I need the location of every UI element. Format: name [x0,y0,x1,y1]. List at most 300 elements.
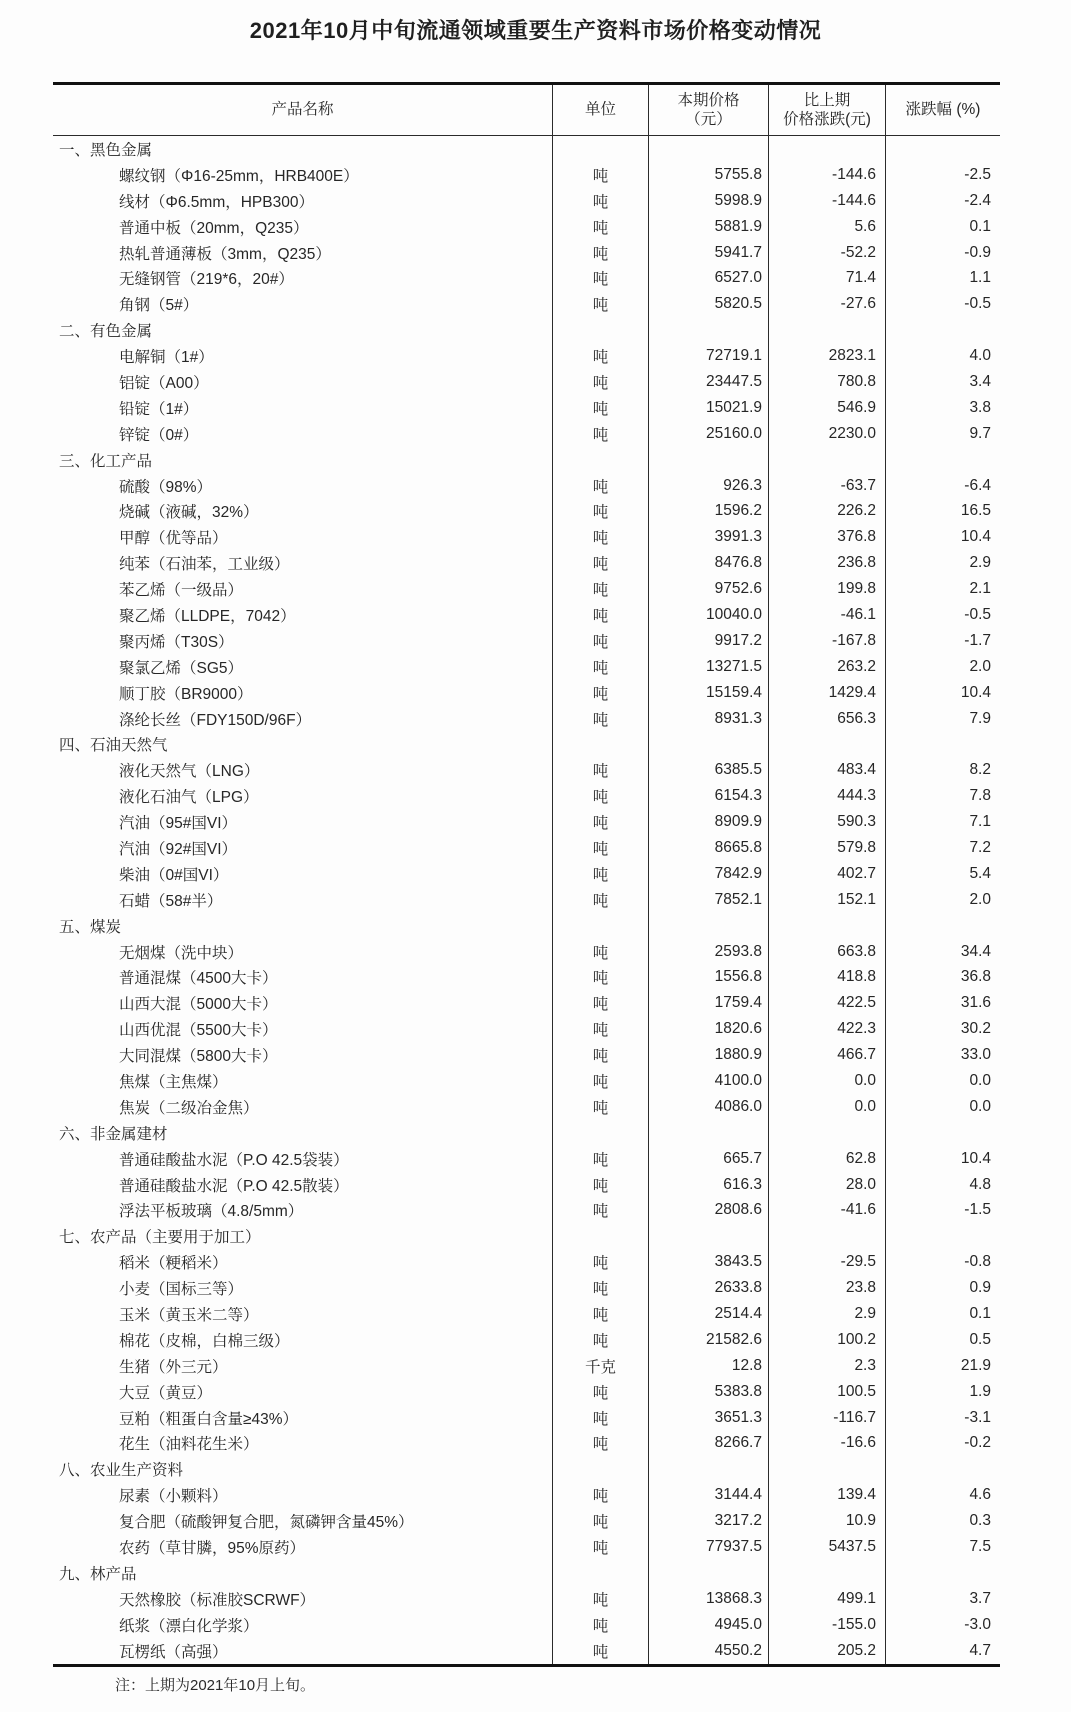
product-row [53,757,1000,783]
change-cell: -27.6 [768,291,885,317]
product-row [53,473,1000,499]
change-cell: -63.7 [768,473,885,499]
price-cell: 15159.4 [648,680,768,706]
pct-cell: -6.4 [885,473,1000,499]
unit-cell: 吨 [552,1638,648,1664]
change-cell: -16.6 [768,1431,885,1457]
unit-cell: 吨 [552,162,648,188]
unit-cell: 吨 [552,654,648,680]
price-cell: 1556.8 [648,965,768,991]
pct-cell: 0.0 [885,1068,1000,1094]
empty-cell [648,1560,768,1586]
change-cell: 499.1 [768,1586,885,1612]
product-name-cell: 普通混煤（4500大卡） [119,970,278,988]
product-row [53,265,1000,291]
header-price-change-line1: 比上期 [803,91,851,109]
price-cell: 7842.9 [648,861,768,887]
pct-cell: 9.7 [885,421,1000,447]
pct-cell: -0.5 [885,602,1000,628]
product-row [53,1638,1000,1664]
empty-cell [885,317,1000,343]
unit-cell: 吨 [552,757,648,783]
empty-cell [648,1223,768,1249]
product-name-cell: 无烟煤（洗中块） [119,944,244,962]
product-row [53,602,1000,628]
unit-cell: 吨 [552,1612,648,1638]
pct-cell: 2.9 [885,550,1000,576]
product-row [53,1275,1000,1301]
unit-cell: 吨 [552,783,648,809]
unit-cell: 吨 [552,809,648,835]
product-name-cell: 棉花（皮棉，白棉三级） [119,1332,290,1350]
empty-cell [552,1560,648,1586]
price-cell: 4086.0 [648,1094,768,1120]
price-cell: 13271.5 [648,654,768,680]
unit-cell: 吨 [552,680,648,706]
product-name-cell: 液化石油气（LPG） [119,789,259,807]
section-row [53,1223,1000,1249]
product-row [53,291,1000,317]
pct-cell: 33.0 [885,1042,1000,1068]
change-cell: -167.8 [768,628,885,654]
unit-cell: 吨 [552,188,648,214]
pct-cell: 10.4 [885,524,1000,550]
pct-cell: 2.0 [885,654,1000,680]
section-row [53,447,1000,473]
price-cell: 2808.6 [648,1198,768,1224]
product-name-cell: 汽油（92#国VI） [119,840,238,858]
header-price-change [768,85,885,135]
product-name-cell: 液化天然气（LNG） [119,763,260,781]
unit-cell: 吨 [552,1405,648,1431]
empty-cell [885,447,1000,473]
product-row [53,421,1000,447]
price-cell: 9917.2 [648,628,768,654]
pct-cell: 7.9 [885,706,1000,732]
header-price-change-line2: 价格涨跌(元) [783,111,871,128]
product-name-cell: 角钢（5#） [119,297,199,315]
product-name-cell: 石蜡（58#半） [119,892,223,910]
empty-cell [552,1456,648,1482]
empty-cell [768,447,885,473]
price-cell: 8931.3 [648,706,768,732]
unit-cell: 吨 [552,1508,648,1534]
unit-cell: 吨 [552,602,648,628]
product-row [53,369,1000,395]
product-name-cell: 天然橡胶（标准胶SCRWF） [119,1591,316,1609]
product-row [53,576,1000,602]
section-label-cell: 二、有色金属 [59,323,153,341]
product-row [53,809,1000,835]
change-cell: -46.1 [768,602,885,628]
unit-cell: 吨 [552,550,648,576]
product-row [53,1431,1000,1457]
unit-cell: 千克 [552,1353,648,1379]
change-cell: 226.2 [768,498,885,524]
pct-cell: 0.9 [885,1275,1000,1301]
price-cell: 6154.3 [648,783,768,809]
pct-cell: 4.8 [885,1172,1000,1198]
product-name-cell: 普通中板（20mm，Q235） [119,219,309,237]
change-cell: 100.2 [768,1327,885,1353]
product-name-cell: 纸浆（漂白化学浆） [119,1617,259,1635]
unit-cell: 吨 [552,1275,648,1301]
change-cell: 263.2 [768,654,885,680]
pct-cell: 2.1 [885,576,1000,602]
unit-cell: 吨 [552,498,648,524]
product-row [53,498,1000,524]
pct-cell: 3.7 [885,1586,1000,1612]
product-name-cell: 无缝钢管（219*6，20#） [119,271,294,289]
product-row [53,1016,1000,1042]
product-name-cell: 铅锭（1#） [119,400,199,418]
unit-cell: 吨 [552,990,648,1016]
empty-cell [885,1456,1000,1482]
section-label-cell: 七、农产品（主要用于加工） [59,1229,261,1247]
price-table [53,82,1000,1667]
pct-cell: -3.1 [885,1405,1000,1431]
pct-cell: 4.7 [885,1638,1000,1664]
unit-cell: 吨 [552,1146,648,1172]
change-cell: 663.8 [768,939,885,965]
empty-cell [885,136,1000,162]
pct-cell: 1.9 [885,1379,1000,1405]
empty-cell [768,1456,885,1482]
product-name-cell: 大同混煤（5800大卡） [119,1048,278,1066]
change-cell: 444.3 [768,783,885,809]
product-name-cell: 尿素（小颗料） [119,1488,228,1506]
empty-cell [648,447,768,473]
empty-cell [648,136,768,162]
change-cell: 1429.4 [768,680,885,706]
product-name-cell: 锌锭（0#） [119,426,199,444]
price-cell: 1820.6 [648,1016,768,1042]
price-cell: 3217.2 [648,1508,768,1534]
change-cell: -144.6 [768,162,885,188]
change-cell: 780.8 [768,369,885,395]
unit-cell: 吨 [552,576,648,602]
change-cell: 466.7 [768,1042,885,1068]
change-cell: 152.1 [768,887,885,913]
product-row [53,1353,1000,1379]
change-cell: 2.3 [768,1353,885,1379]
product-name-cell: 汽油（95#国VI） [119,815,238,833]
product-row [53,1586,1000,1612]
change-cell: -144.6 [768,188,885,214]
price-cell: 926.3 [648,473,768,499]
section-label-cell: 六、非金属建材 [59,1125,168,1143]
pct-cell: 4.6 [885,1482,1000,1508]
header-product-name: 产品名称 [271,101,334,119]
product-row [53,939,1000,965]
pct-cell: 4.0 [885,343,1000,369]
product-row [53,1249,1000,1275]
product-name-cell: 玉米（黄玉米二等） [119,1307,259,1325]
section-row [53,136,1000,162]
unit-cell: 吨 [552,1094,648,1120]
product-row [53,1094,1000,1120]
pct-cell: 7.5 [885,1534,1000,1560]
unit-cell: 吨 [552,1016,648,1042]
price-cell: 2514.4 [648,1301,768,1327]
empty-cell [648,1120,768,1146]
product-row [53,1534,1000,1560]
product-name-cell: 纯苯（石油苯，工业级） [119,556,290,574]
empty-cell [552,317,648,343]
header-unit: 单位 [552,85,648,135]
change-cell: 23.8 [768,1275,885,1301]
section-label-cell: 八、农业生产资料 [59,1462,184,1480]
empty-cell [768,317,885,343]
product-name-cell: 花生（油料花生米） [119,1436,259,1454]
product-name-cell: 电解铜（1#） [119,349,214,367]
empty-cell [648,731,768,757]
change-cell: 139.4 [768,1482,885,1508]
product-row [53,706,1000,732]
product-row [53,1042,1000,1068]
section-row [53,913,1000,939]
section-row [53,1456,1000,1482]
pct-cell: 3.4 [885,369,1000,395]
price-cell: 23447.5 [648,369,768,395]
product-row [53,990,1000,1016]
section-label-cell: 九、林产品 [59,1565,137,1583]
product-name-cell: 顺丁胶（BR9000） [119,685,253,703]
pct-cell: 30.2 [885,1016,1000,1042]
pct-cell: 7.8 [885,783,1000,809]
unit-cell: 吨 [552,1379,648,1405]
unit-cell: 吨 [552,1172,648,1198]
change-cell: 0.0 [768,1068,885,1094]
pct-cell: 16.5 [885,498,1000,524]
unit-cell: 吨 [552,835,648,861]
price-cell: 6385.5 [648,757,768,783]
product-name-cell: 苯乙烯（一级品） [119,582,244,600]
change-cell: 422.5 [768,990,885,1016]
unit-cell: 吨 [552,265,648,291]
unit-cell: 吨 [552,1068,648,1094]
product-name-cell: 小麦（国标三等） [119,1281,244,1299]
change-cell: 62.8 [768,1146,885,1172]
header-current-price-line1: 本期价格 [677,91,740,109]
pct-cell: 31.6 [885,990,1000,1016]
pct-cell: 0.1 [885,1301,1000,1327]
pct-cell: -0.2 [885,1431,1000,1457]
product-row [53,783,1000,809]
unit-cell: 吨 [552,291,648,317]
change-cell: 402.7 [768,861,885,887]
empty-cell [885,1120,1000,1146]
product-row [53,188,1000,214]
product-row [53,1482,1000,1508]
pct-cell: 0.0 [885,1094,1000,1120]
product-row [53,1068,1000,1094]
empty-cell [768,913,885,939]
product-name-cell: 铝锭（A00） [119,374,209,392]
change-cell: -52.2 [768,240,885,266]
unit-cell: 吨 [552,1431,648,1457]
empty-cell [768,136,885,162]
unit-cell: 吨 [552,214,648,240]
product-name-cell: 甲醇（优等品） [119,530,228,548]
unit-cell: 吨 [552,421,648,447]
pct-cell: 21.9 [885,1353,1000,1379]
change-cell: -41.6 [768,1198,885,1224]
unit-cell: 吨 [552,1534,648,1560]
unit-cell: 吨 [552,1301,648,1327]
empty-cell [552,913,648,939]
change-cell: 71.4 [768,265,885,291]
unit-cell: 吨 [552,524,648,550]
pct-cell: 0.5 [885,1327,1000,1353]
change-cell: 2230.0 [768,421,885,447]
section-label-cell: 四、石油天然气 [59,737,168,755]
product-row [53,654,1000,680]
pct-cell: -1.7 [885,628,1000,654]
empty-cell [552,136,648,162]
product-name-cell: 硫酸（98%） [119,478,213,496]
pct-cell: -0.9 [885,240,1000,266]
unit-cell: 吨 [552,1042,648,1068]
unit-cell: 吨 [552,473,648,499]
price-cell: 12.8 [648,1353,768,1379]
change-cell: -116.7 [768,1405,885,1431]
product-row [53,1172,1000,1198]
section-row [53,731,1000,757]
price-cell: 9752.6 [648,576,768,602]
product-name-cell: 大豆（黄豆） [119,1384,213,1402]
pct-cell: 36.8 [885,965,1000,991]
change-cell: 205.2 [768,1638,885,1664]
product-name-cell: 农药（草甘膦，95%原药） [119,1540,306,1558]
product-row [53,965,1000,991]
pct-cell: 10.4 [885,680,1000,706]
product-row [53,861,1000,887]
price-cell: 665.7 [648,1146,768,1172]
product-name-cell: 聚乙烯（LLDPE，7042） [119,607,296,625]
change-cell: 546.9 [768,395,885,421]
product-row [53,343,1000,369]
price-cell: 25160.0 [648,421,768,447]
pct-cell: 5.4 [885,861,1000,887]
product-row [53,395,1000,421]
empty-cell [885,1560,1000,1586]
empty-cell [768,1223,885,1249]
price-cell: 2593.8 [648,939,768,965]
price-cell: 8266.7 [648,1431,768,1457]
price-cell: 6527.0 [648,265,768,291]
price-cell: 1880.9 [648,1042,768,1068]
unit-cell: 吨 [552,1327,648,1353]
empty-cell [648,1456,768,1482]
change-cell: 10.9 [768,1508,885,1534]
pct-cell: 1.1 [885,265,1000,291]
product-row [53,680,1000,706]
table-body [53,136,1000,1664]
unit-cell: 吨 [552,1198,648,1224]
pct-cell: 7.1 [885,809,1000,835]
price-cell: 5881.9 [648,214,768,240]
empty-cell [768,731,885,757]
page-title: 2021年10月中旬流通领域重要生产资料市场价格变动情况 [249,18,822,43]
unit-cell: 吨 [552,240,648,266]
product-name-cell: 焦炭（二级冶金焦） [119,1099,259,1117]
pct-cell: -2.4 [885,188,1000,214]
empty-cell [552,447,648,473]
price-cell: 5941.7 [648,240,768,266]
product-name-cell: 复合肥（硫酸钾复合肥，氮磷钾含量45%） [119,1514,414,1532]
product-name-cell: 瓦楞纸（高强） [119,1643,228,1661]
price-cell: 8909.9 [648,809,768,835]
pct-cell: 0.3 [885,1508,1000,1534]
section-row [53,317,1000,343]
unit-cell: 吨 [552,395,648,421]
unit-cell: 吨 [552,1482,648,1508]
product-row [53,550,1000,576]
section-row [53,1560,1000,1586]
unit-cell: 吨 [552,1249,648,1275]
product-name-cell: 生猪（外三元） [119,1358,228,1376]
product-name-cell: 豆粕（粗蛋白含量≥43%） [119,1410,299,1428]
price-cell: 5383.8 [648,1379,768,1405]
empty-cell [552,1120,648,1146]
empty-cell [552,731,648,757]
product-name-cell: 焦煤（主焦煤） [119,1074,228,1091]
unit-cell: 吨 [552,861,648,887]
empty-cell [648,913,768,939]
empty-cell [648,317,768,343]
section-row [53,1120,1000,1146]
change-cell: 100.5 [768,1379,885,1405]
product-name-cell: 山西大混（5000大卡） [119,996,278,1014]
change-cell: 483.4 [768,757,885,783]
product-name-cell: 柴油（0#国VI） [119,866,229,884]
price-cell: 21582.6 [648,1327,768,1353]
unit-cell: 吨 [552,965,648,991]
price-cell: 4100.0 [648,1068,768,1094]
product-row [53,835,1000,861]
price-cell: 8476.8 [648,550,768,576]
price-cell: 3843.5 [648,1249,768,1275]
price-cell: 5755.8 [648,162,768,188]
price-cell: 72719.1 [648,343,768,369]
product-name-cell: 浮法平板玻璃（4.8/5mm） [119,1203,304,1221]
pct-cell: -2.5 [885,162,1000,188]
price-cell: 2633.8 [648,1275,768,1301]
price-cell: 7852.1 [648,887,768,913]
price-cell: 5998.9 [648,188,768,214]
price-cell: 1759.4 [648,990,768,1016]
change-cell: 656.3 [768,706,885,732]
product-row [53,1146,1000,1172]
unit-cell: 吨 [552,1586,648,1612]
unit-cell: 吨 [552,939,648,965]
section-label-cell: 一、黑色金属 [59,141,153,159]
change-cell: 418.8 [768,965,885,991]
pct-cell: -1.5 [885,1198,1000,1224]
unit-cell: 吨 [552,706,648,732]
product-row [53,887,1000,913]
empty-cell [885,1223,1000,1249]
product-row [53,1405,1000,1431]
product-row [53,628,1000,654]
empty-cell [552,1223,648,1249]
product-name-cell: 聚丙烯（T30S） [119,633,234,651]
unit-cell: 吨 [552,343,648,369]
price-cell: 1596.2 [648,498,768,524]
unit-cell: 吨 [552,628,648,654]
product-row [53,1301,1000,1327]
